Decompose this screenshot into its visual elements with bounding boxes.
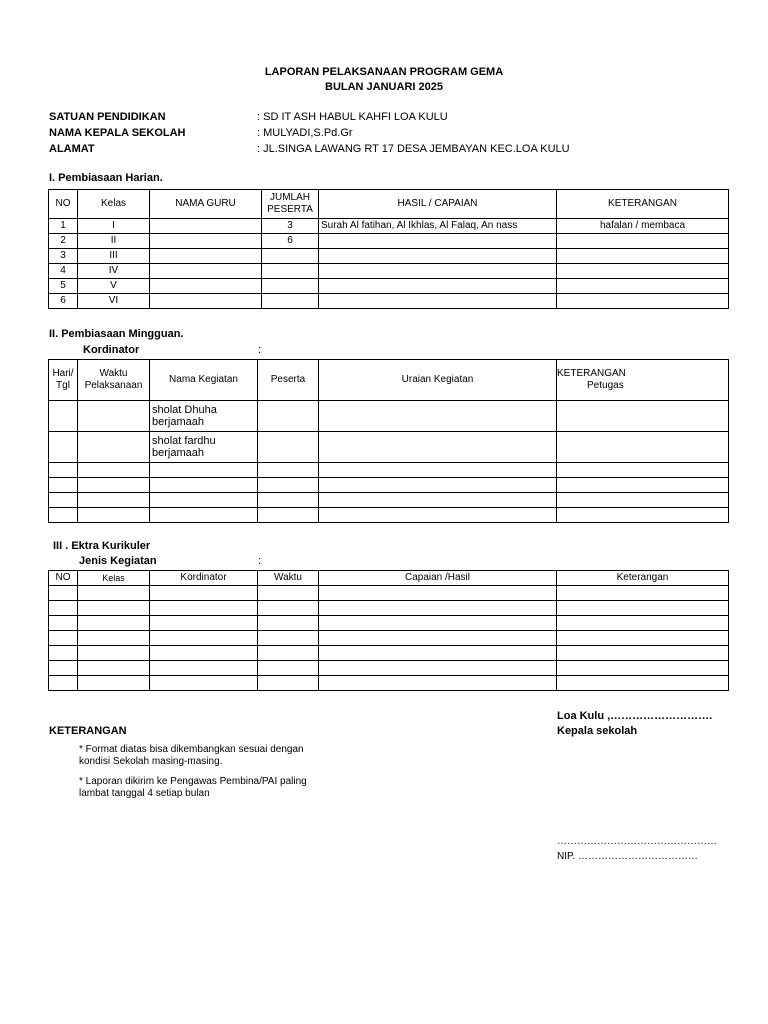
cell: [258, 601, 319, 616]
signature-name-line: …………………………………………: [557, 836, 717, 847]
section1-title: I. Pembiasaan Harian.: [49, 172, 163, 184]
table-header-row: [49, 571, 729, 586]
cell-hari: [49, 493, 78, 508]
cell: [78, 586, 150, 601]
cell-jumlah: [262, 279, 319, 294]
cell-nama-kegiatan: sholat fardhu berjamaah: [150, 432, 258, 463]
cell: [557, 631, 729, 646]
cell: [319, 646, 557, 661]
jenis-kegiatan-colon: :: [258, 555, 262, 567]
info-label-address: ALAMAT: [49, 143, 95, 155]
cell: [78, 616, 150, 631]
table-row: [49, 601, 729, 616]
cell: [150, 661, 258, 676]
cell-nama-guru: [150, 234, 262, 249]
cell-keterangan: [557, 249, 729, 264]
cell: [319, 631, 557, 646]
coordinator-label: Kordinator: [83, 344, 140, 356]
report-title: LAPORAN PELAKSANAAN PROGRAM GEMA: [264, 66, 504, 78]
daily-habits-table: [48, 189, 729, 309]
cell: [150, 616, 258, 631]
cell: [49, 631, 78, 646]
cell-no: 6: [49, 294, 78, 309]
col-header-waktu: Waktu: [258, 571, 319, 586]
cell-nama-guru: [150, 294, 262, 309]
table-row: [49, 508, 729, 523]
cell: [557, 601, 729, 616]
cell-kelas: III: [78, 249, 150, 264]
cell-hasil: [319, 234, 557, 249]
col-header-kelas: Kelas: [78, 190, 150, 219]
table-header-row: [49, 360, 729, 401]
cell: [557, 616, 729, 631]
coordinator-colon: :: [258, 344, 262, 356]
col-header-peserta: Peserta: [258, 360, 319, 401]
col-header-uraian: Uraian Kegiatan: [319, 360, 557, 401]
cell-keterangan: [557, 463, 729, 478]
col-header-kelas: Kelas: [78, 571, 150, 586]
col-header-hasil-capaian: HASIL / CAPAIAN: [319, 190, 557, 219]
cell-uraian: [319, 463, 557, 478]
cell: [557, 676, 729, 691]
signature-place-date: Loa Kulu ,……………………….: [557, 710, 713, 722]
cell-waktu: [78, 478, 150, 493]
cell: [49, 676, 78, 691]
cell-keterangan: [557, 401, 729, 432]
cell-nama-kegiatan: [150, 508, 258, 523]
cell-hari: [49, 463, 78, 478]
col-header-waktu: Waktu Pelaksanaan: [78, 360, 150, 401]
cell-nama-guru: [150, 219, 262, 234]
cell: [258, 646, 319, 661]
cell-nama-guru: [150, 249, 262, 264]
note-item: * Laporan dikirim ke Pengawas Pembina/PAI paling lambat tanggal 4 setiap bulan: [79, 776, 307, 799]
cell-peserta: [258, 493, 319, 508]
cell-jumlah: [262, 294, 319, 309]
info-value-address: : JL.SINGA LAWANG RT 17 DESA JEMBAYAN KEC.LOA KULU: [257, 143, 570, 155]
cell: [78, 661, 150, 676]
cell-nama-kegiatan: [150, 478, 258, 493]
cell-waktu: [78, 401, 150, 432]
notes-title: KETERANGAN: [49, 725, 127, 737]
col-header-hari-tgl: Hari/ Tgl: [49, 360, 78, 401]
cell: [557, 661, 729, 676]
cell: [258, 676, 319, 691]
jenis-kegiatan-label: Jenis Kegiatan: [79, 555, 157, 567]
petugas-label: Petugas: [587, 380, 624, 391]
col-header-keterangan: Keterangan: [557, 571, 729, 586]
cell: [78, 646, 150, 661]
cell-waktu: [78, 493, 150, 508]
cell-nama-kegiatan: [150, 463, 258, 478]
cell: [78, 676, 150, 691]
cell-hasil: [319, 279, 557, 294]
signature-nip: NIP. ………………………………: [557, 851, 698, 862]
cell-no: 2: [49, 234, 78, 249]
cell-keterangan: [557, 294, 729, 309]
cell: [150, 646, 258, 661]
table-row: [49, 264, 729, 279]
cell-hasil: [319, 294, 557, 309]
table-row: [49, 631, 729, 646]
cell-jumlah: [262, 249, 319, 264]
col-header-nama-kegiatan: Nama Kegiatan: [150, 360, 258, 401]
cell-hasil: Surah Al fatihan, Al Ikhlas, Al Falaq, An nass: [319, 219, 557, 234]
cell: [78, 631, 150, 646]
cell: [319, 661, 557, 676]
info-value-school: : SD IT ASH HABUL KAHFI LOA KULU: [257, 111, 448, 123]
col-header-capaian: Capaian /Hasil: [319, 571, 557, 586]
cell: [258, 661, 319, 676]
cell-peserta: [258, 463, 319, 478]
table-row: [49, 616, 729, 631]
cell: [258, 586, 319, 601]
table-row: [49, 676, 729, 691]
cell-no: 4: [49, 264, 78, 279]
info-label-headmaster: NAMA KEPALA SEKOLAH: [49, 127, 186, 139]
cell-hari: [49, 508, 78, 523]
section3-title: III . Ektra Kurikuler: [53, 540, 151, 552]
weekly-habits-table: [48, 359, 729, 523]
table-row: [49, 493, 729, 508]
cell-hari: [49, 432, 78, 463]
cell-kelas: V: [78, 279, 150, 294]
cell: [150, 586, 258, 601]
cell: [150, 676, 258, 691]
cell-uraian: [319, 478, 557, 493]
cell: [319, 676, 557, 691]
keterangan-label: KETERANGAN: [557, 368, 626, 379]
cell-hasil: [319, 264, 557, 279]
info-label-school: SATUAN PENDIDIKAN: [49, 111, 166, 123]
cell: [150, 631, 258, 646]
cell: [319, 586, 557, 601]
cell-kelas: II: [78, 234, 150, 249]
table-row: [49, 586, 729, 601]
cell: [557, 646, 729, 661]
table-row: [49, 646, 729, 661]
table-row: [49, 432, 729, 463]
cell-no: 5: [49, 279, 78, 294]
cell-keterangan: [557, 493, 729, 508]
table-header-row: [49, 190, 729, 219]
signature-role: Kepala sekolah: [557, 725, 638, 737]
cell-keterangan: [557, 478, 729, 493]
cell: [49, 646, 78, 661]
col-header-kordinator: Kordinator: [150, 571, 258, 586]
cell-keterangan: [557, 264, 729, 279]
col-header-nama-guru: NAMA GURU: [150, 190, 262, 219]
cell-uraian: [319, 508, 557, 523]
info-value-headmaster: : MULYADI,S.Pd.Gr: [257, 127, 353, 139]
cell-kelas: VI: [78, 294, 150, 309]
note-item: * Format diatas bisa dikembangkan sesuai dengan kondisi Sekolah masing-masing.: [79, 744, 304, 767]
cell-nama-kegiatan: sholat Dhuha berjamaah: [150, 401, 258, 432]
cell-no: 1: [49, 219, 78, 234]
report-subtitle: BULAN JANUARI 2025: [325, 81, 443, 93]
cell: [78, 601, 150, 616]
cell: [49, 586, 78, 601]
cell: [258, 616, 319, 631]
extracurricular-table: [48, 570, 729, 691]
cell: [557, 586, 729, 601]
cell: [319, 601, 557, 616]
cell-peserta: [258, 401, 319, 432]
cell-nama-guru: [150, 279, 262, 294]
col-header-no: NO: [49, 571, 78, 586]
col-header-keterangan: KETERANGAN: [557, 190, 729, 219]
cell-no: 3: [49, 249, 78, 264]
cell-uraian: [319, 401, 557, 432]
cell-uraian: [319, 493, 557, 508]
cell-keterangan: [557, 432, 729, 463]
table-row: [49, 279, 729, 294]
cell: [49, 616, 78, 631]
cell-uraian: [319, 432, 557, 463]
cell-keterangan: [557, 279, 729, 294]
cell-keterangan: [557, 508, 729, 523]
cell-waktu: [78, 463, 150, 478]
table-row: [49, 234, 729, 249]
cell-jumlah: [262, 264, 319, 279]
cell-kelas: IV: [78, 264, 150, 279]
table-row: [49, 219, 729, 234]
cell-jumlah: 3: [262, 219, 319, 234]
cell: [150, 601, 258, 616]
col-header-no: NO: [49, 190, 78, 219]
col-header-jumlah-peserta: JUMLAH PESERTA: [262, 190, 319, 219]
cell-hari: [49, 478, 78, 493]
cell-peserta: [258, 508, 319, 523]
cell-peserta: [258, 432, 319, 463]
cell-peserta: [258, 478, 319, 493]
section2-title: II. Pembiasaan Mingguan.: [49, 328, 184, 340]
col-header-keterangan-petugas: [557, 360, 729, 401]
cell: [49, 661, 78, 676]
cell-hari: [49, 401, 78, 432]
cell-jumlah: 6: [262, 234, 319, 249]
table-row: [49, 463, 729, 478]
cell: [258, 631, 319, 646]
cell-hasil: [319, 249, 557, 264]
cell: [319, 616, 557, 631]
cell: [49, 601, 78, 616]
table-row: [49, 294, 729, 309]
table-row: [49, 661, 729, 676]
cell-waktu: [78, 432, 150, 463]
cell-waktu: [78, 508, 150, 523]
cell-nama-guru: [150, 264, 262, 279]
table-row: [49, 249, 729, 264]
table-row: [49, 478, 729, 493]
cell-kelas: I: [78, 219, 150, 234]
cell-nama-kegiatan: [150, 493, 258, 508]
cell-keterangan: [557, 234, 729, 249]
table-row: [49, 401, 729, 432]
cell-keterangan: hafalan / membaca: [557, 219, 729, 234]
